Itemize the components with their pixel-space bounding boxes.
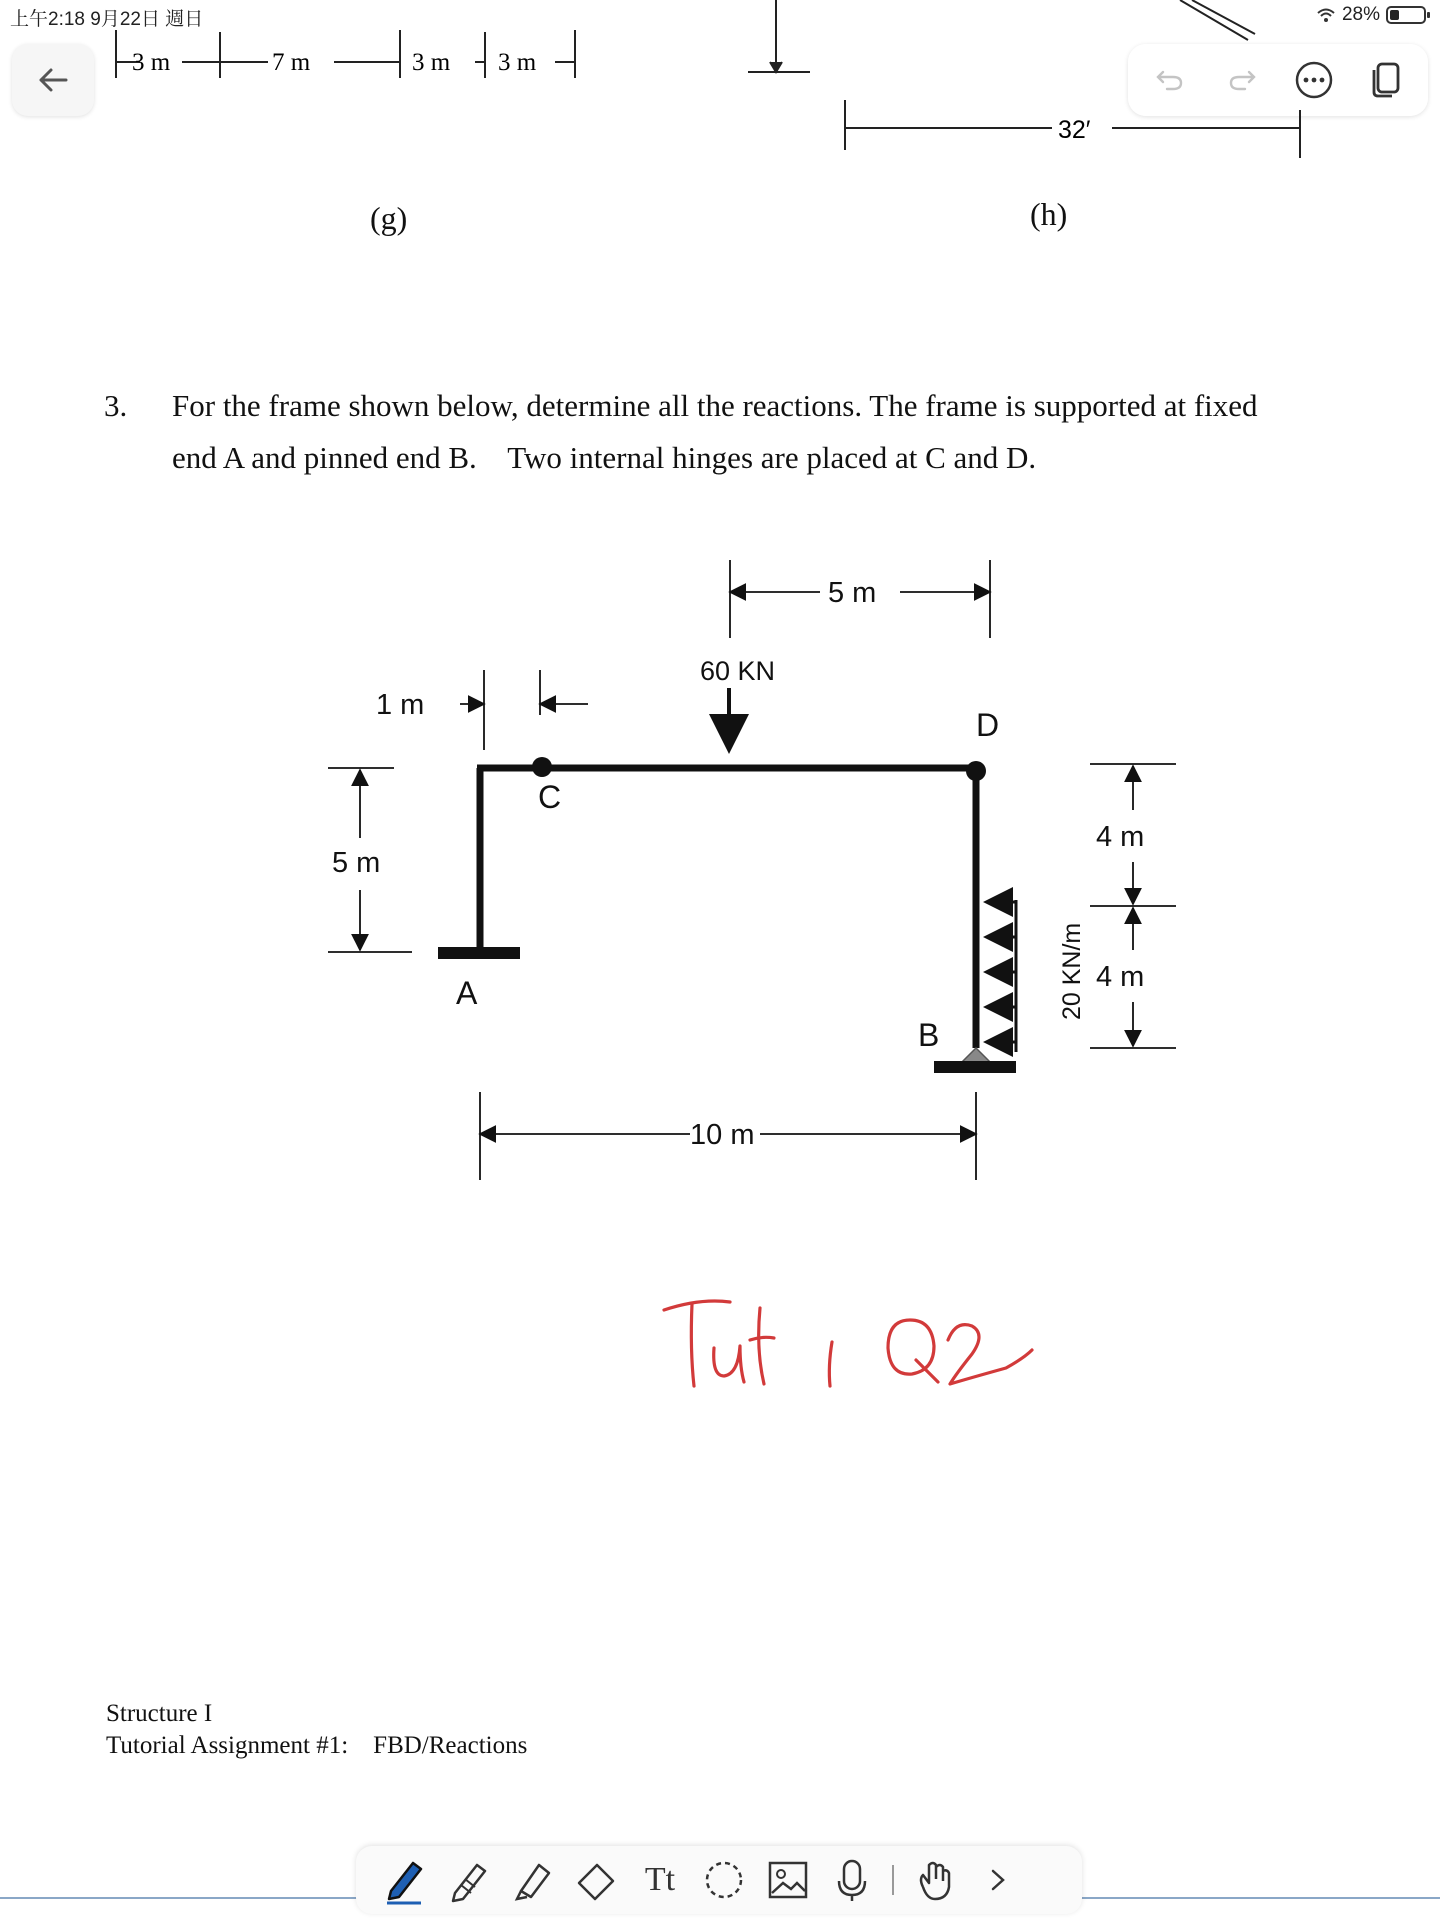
chevron-right-icon <box>983 1865 1013 1895</box>
support-b <box>962 1048 990 1062</box>
figure-h-partial <box>740 0 1340 170</box>
figure-g-caption: (g) <box>370 200 408 236</box>
pencil-icon <box>445 1857 491 1903</box>
frame-diagram <box>300 540 1200 1200</box>
dim-left-label: 5 m <box>332 847 381 879</box>
pencil-tool[interactable] <box>438 1850 498 1910</box>
page-footer <box>106 1698 527 1762</box>
point-load-label: 60 KN <box>700 656 776 686</box>
footer-assignment <box>106 1730 527 1762</box>
problem-number: 3. <box>104 388 128 423</box>
label-b: B <box>918 1017 940 1053</box>
fig-g-dim-1: 3 m <box>132 49 171 76</box>
footer-assignment-suffix: FBD/Reactions <box>373 1732 528 1759</box>
fig-h-dim: 32′ <box>1058 116 1091 144</box>
hinge-c <box>532 757 552 777</box>
figure-g-dimensions <box>100 20 600 90</box>
status-date: 9月22日 週日 <box>90 9 204 30</box>
figure-h-caption: (h) <box>1030 196 1068 232</box>
distributed-load-label: 20 KN/m <box>1058 922 1086 1020</box>
support-a <box>438 947 520 959</box>
eraser-tool[interactable] <box>566 1850 626 1910</box>
eraser-icon <box>573 1857 619 1903</box>
mic-tool[interactable] <box>822 1850 882 1910</box>
copy-pages-icon <box>1368 60 1404 100</box>
distributed-load <box>986 900 1016 1052</box>
battery-level <box>1390 10 1399 20</box>
mic-icon <box>829 1857 875 1903</box>
label-c: C <box>538 779 562 815</box>
fig-g-dim-4: 3 m <box>498 49 537 76</box>
bottom-rule-right <box>1080 1897 1440 1899</box>
lasso-tool[interactable] <box>694 1850 754 1910</box>
dim-right-upper-label: 4 m <box>1096 821 1145 853</box>
problem-line-1: For the frame shown below, determine all the reactions. The frame is supported at fixed <box>172 388 1258 423</box>
battery-icon <box>1386 6 1426 24</box>
dim-top-label: 5 m <box>828 577 877 609</box>
image-icon <box>765 1857 811 1903</box>
footer-assignment-prefix: Tutorial Assignment #1: <box>106 1732 349 1759</box>
more-tools-button[interactable] <box>968 1850 1028 1910</box>
bottom-rule-left <box>0 1897 360 1899</box>
arrow-left-icon <box>36 66 70 94</box>
pen-tool[interactable] <box>374 1850 434 1910</box>
hinge-d <box>966 761 986 781</box>
image-tool[interactable] <box>758 1850 818 1910</box>
text-tool[interactable] <box>630 1850 690 1910</box>
fig-g-dim-3: 3 m <box>412 49 451 76</box>
fig-g-dim-2: 7 m <box>272 49 311 76</box>
problem-line-2: end A and pinned end B. Two internal hinges are placed at C and D. <box>172 440 1037 475</box>
highlighter-tool[interactable] <box>502 1850 562 1910</box>
pen-icon <box>381 1855 427 1905</box>
text-icon: Tt <box>644 1861 676 1898</box>
handwritten-annotation <box>640 1290 1060 1410</box>
dim-right-lower-label: 4 m <box>1096 961 1145 993</box>
footer-course: Structure I <box>106 1700 213 1727</box>
label-d: D <box>976 707 1000 743</box>
lasso-icon <box>701 1857 747 1903</box>
label-a: A <box>456 975 478 1011</box>
dim-offset-label: 1 m <box>376 689 425 721</box>
dim-bottom-label: 10 m <box>690 1119 755 1151</box>
battery-text: 28% <box>1341 4 1380 25</box>
back-button[interactable] <box>12 44 94 116</box>
drawing-toolbar <box>356 1846 1082 1914</box>
toolbar-separator <box>892 1865 894 1895</box>
hand-icon <box>911 1857 957 1903</box>
copy-pages-button[interactable] <box>1359 53 1413 107</box>
status-time: 上午2:18 <box>10 9 85 30</box>
hand-tool[interactable] <box>904 1850 964 1910</box>
highlighter-icon <box>509 1857 555 1903</box>
